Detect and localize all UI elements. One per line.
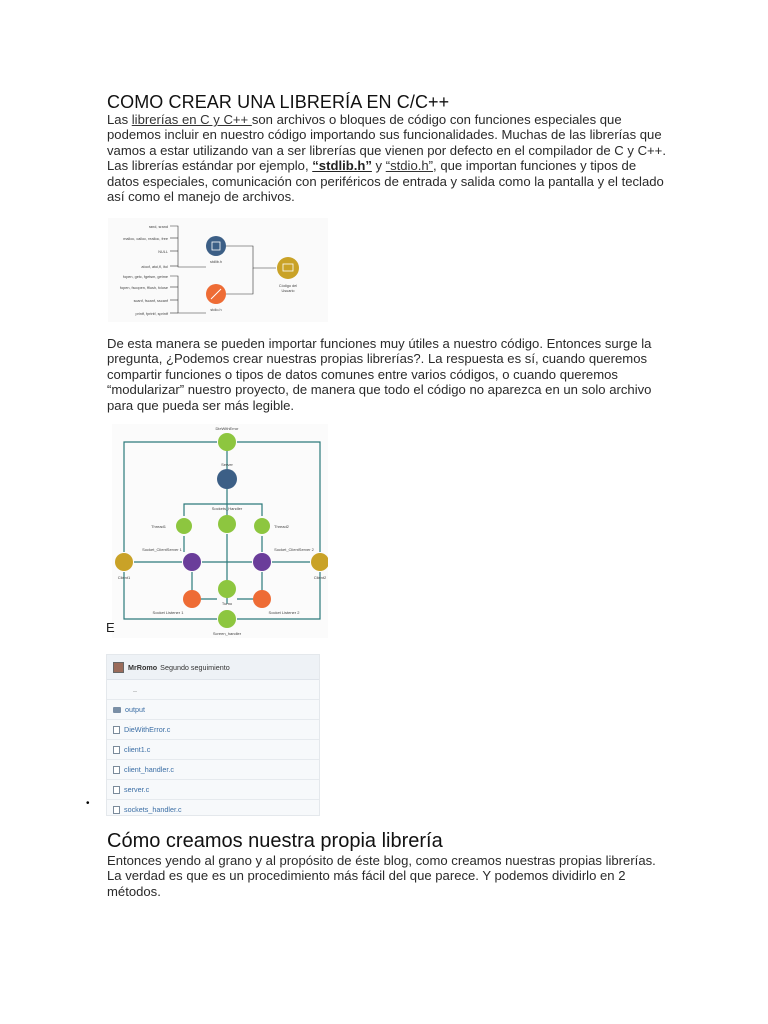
sl1-label: Socket Listener 1: [152, 610, 184, 615]
file-icon: [113, 786, 120, 794]
socket-listener2-node: [253, 590, 271, 608]
intro-text-1: Las: [107, 112, 132, 127]
socket-listener1-node: [183, 590, 201, 608]
file-icon: [113, 766, 120, 774]
fig1-label: fopen, getc, fgetsm, getme: [123, 275, 168, 279]
file-listing: [106, 654, 320, 816]
server-node: [217, 469, 237, 489]
screen-handler-label: Screen_handler: [212, 631, 242, 636]
file-icon: [113, 746, 120, 754]
fig1-label: malloc, calloc, realloc, free: [123, 237, 168, 241]
sockets-handler-node: [218, 515, 236, 533]
file-name: DieWithError.c: [124, 725, 171, 734]
file-name: server.c: [124, 785, 150, 794]
server-label: Server: [221, 462, 233, 467]
avatar: [113, 662, 124, 673]
file-name: output: [125, 705, 145, 714]
commit-header: [107, 655, 319, 680]
socket-clientserver2-node: [253, 553, 271, 571]
section-title: Cómo creamos nuestra propia librería: [107, 830, 443, 852]
fig1-label: fopen, fscopen, fflush, fclose: [119, 286, 168, 290]
parent-dir-label: ..: [133, 685, 137, 694]
file-name: client1.c: [124, 745, 151, 754]
second-paragraph: De esta manera se pueden importar funciones muy útiles a nuestro código. Entonces surge la pregunta, ¿Podemos crear nuestras propias librerías?. La respuesta es sí, cuando queremos compartir funciones o tipos de datos comunes entre varios códigos, o cuando queremos “modularizar” nuestro proyecto, de manera que todo el código no aparezca en un solo archivo para que pueda ser más legible.: [107, 336, 652, 413]
sl2-label: Socket Listener 2: [268, 610, 300, 615]
user-code-label-1: Código del: [278, 284, 298, 288]
file-row[interactable]: [107, 740, 319, 760]
fig1-label: printf, fprintf, sprintf: [135, 312, 168, 316]
scs2-label: Socket_ClientServer 2: [274, 547, 314, 552]
file-row[interactable]: [107, 700, 319, 720]
stdio-link[interactable]: “stdio.h”: [385, 158, 434, 174]
fig1-label: atoof, atoi,fl, itol: [141, 265, 168, 269]
stdlib-node-label: stdlib.h: [209, 260, 223, 264]
file-icon: [113, 726, 120, 734]
architecture-diagram: [112, 424, 328, 638]
thread2-label: Thread2: [274, 524, 289, 529]
stdlib-stdio-diagram: [108, 218, 328, 322]
socket-clientserver1-node: [183, 553, 201, 571]
thread2-node: [254, 518, 270, 534]
fig1-label: scanf, fscanf, sscanf: [133, 299, 168, 303]
scs1-label: Socket_ClientServer 1: [142, 547, 182, 552]
file-row[interactable]: [107, 720, 319, 740]
screen-handler-node: [218, 610, 236, 628]
client1-node: [115, 553, 133, 571]
commit-message[interactable]: Segundo seguimiento: [160, 662, 230, 672]
stdlib-node: [206, 236, 226, 256]
libraries-link[interactable]: librerías en C y C++: [131, 112, 252, 127]
client2-label: Client2: [313, 575, 327, 580]
file-name: sockets_handler.c: [124, 805, 182, 814]
file-row[interactable]: [107, 760, 319, 780]
diewitherror-node: [218, 433, 236, 451]
file-icon: [113, 806, 120, 814]
parent-dir-row[interactable]: [107, 680, 319, 700]
third-paragraph: Entonces yendo al grano y al propósito de éste blog, como creamos nuestras propias librerías. La verdad es que es un procedimiento más fácil del que parece. Y podemos dividirlo en 2 métodos.: [107, 853, 656, 899]
intro-text-4: , que importan funciones y tipos de datos especiales, comunicación con periféricos de entrada y salida como la pantalla y el teclado así como el manejo de archivos.: [107, 158, 664, 205]
stdlib-link[interactable]: “stdlib.h”: [312, 158, 372, 174]
thread1-node: [176, 518, 192, 534]
file-name: client_handler.c: [124, 765, 174, 774]
intro-paragraph: [107, 112, 667, 204]
page-title: COMO CREAR UNA LIBRERÍA EN C/C++: [107, 92, 450, 112]
client1-label: Client1: [117, 575, 131, 580]
diewitherror-label: DieWithError: [215, 426, 239, 431]
turno-label: Turno: [221, 601, 233, 606]
user-code-label-2: Usuario: [281, 289, 295, 293]
intro-text-3: y: [371, 158, 386, 174]
stray-letter: E: [106, 620, 115, 635]
fig1-label: NULL: [158, 250, 168, 254]
folder-icon: [113, 707, 121, 713]
user-code-node: [277, 257, 299, 279]
file-row[interactable]: [107, 800, 319, 819]
bullet: •: [86, 798, 90, 809]
fig1-label: rand, srand: [148, 225, 168, 229]
commit-user[interactable]: MrRomo: [128, 662, 158, 672]
intro-text-2: son archivos o bloques de código con funciones especiales que podemos incluir en nuestro código importando sus funcionalidades. Muchas de las librerías que vamos a estar utilizando van a ser librerías que vienen por defecto en el compilador de C y C++. Las librerías estándar por ejemplo,: [107, 112, 666, 174]
turno-node: [218, 580, 236, 598]
thread1-label: Thread1: [151, 524, 166, 529]
file-row[interactable]: [107, 780, 319, 800]
stdio-node-label: stdio.h: [210, 308, 222, 312]
sockets-handler-label: Sockets_Handler: [211, 506, 243, 511]
